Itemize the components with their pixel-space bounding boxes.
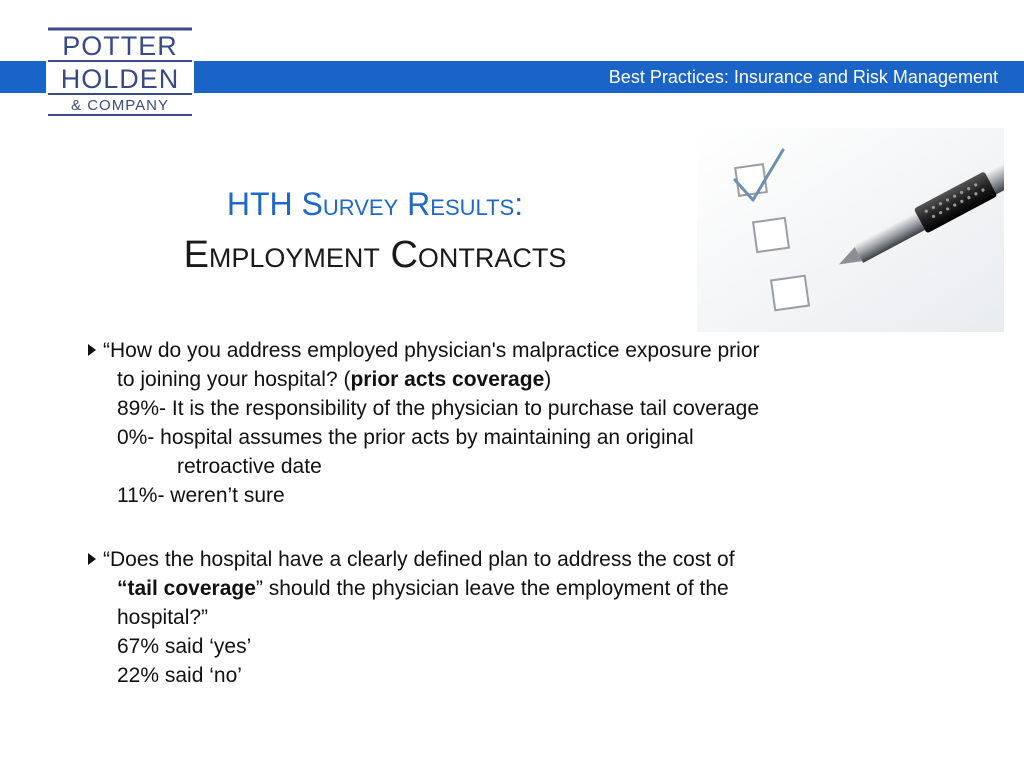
slide-title: HTH Survey Results: xyxy=(226,186,524,222)
question-2 xyxy=(88,545,988,690)
header-title: Best Practices: Insurance and Risk Management xyxy=(608,67,998,87)
answer-1c: 11%- weren’t sure xyxy=(117,484,285,507)
answer-1a: 89%- It is the responsibility of the physician to purchase tail coverage xyxy=(117,397,760,420)
bullet-arrow-icon xyxy=(88,344,96,356)
question-1-line-2: to joining your hospital? (prior acts coverage) xyxy=(117,368,552,391)
question-2-line-1: “Does the hospital have a clearly defined plan to address the cost of xyxy=(88,545,988,574)
bullet-arrow-icon xyxy=(88,553,96,565)
answer-1b-continued: retroactive date xyxy=(177,455,322,478)
checklist-pen-icon xyxy=(697,128,1004,332)
answer-2b: 22% said ‘no’ xyxy=(117,664,242,687)
answer-1b: 0%- hospital assumes the prior acts by maintaining an original xyxy=(117,426,694,449)
question-1-line-1: “How do you address employed physician's malpractice exposure prior xyxy=(88,336,988,365)
question-2-line-2: “tail coverage” should the physician leave the employment of the xyxy=(117,577,729,600)
answer-2a: 67% said ‘yes’ xyxy=(117,635,252,658)
slide-subtitle: Employment Contracts xyxy=(183,234,567,276)
svg-text:HOLDEN: HOLDEN xyxy=(60,64,180,94)
company-logo xyxy=(46,26,194,118)
svg-text:POTTER: POTTER xyxy=(62,31,178,61)
svg-text:& COMPANY: & COMPANY xyxy=(71,97,169,114)
logo-graphic xyxy=(46,26,194,118)
question-2-line-3: hospital?” xyxy=(117,606,209,629)
question-1 xyxy=(88,336,988,510)
